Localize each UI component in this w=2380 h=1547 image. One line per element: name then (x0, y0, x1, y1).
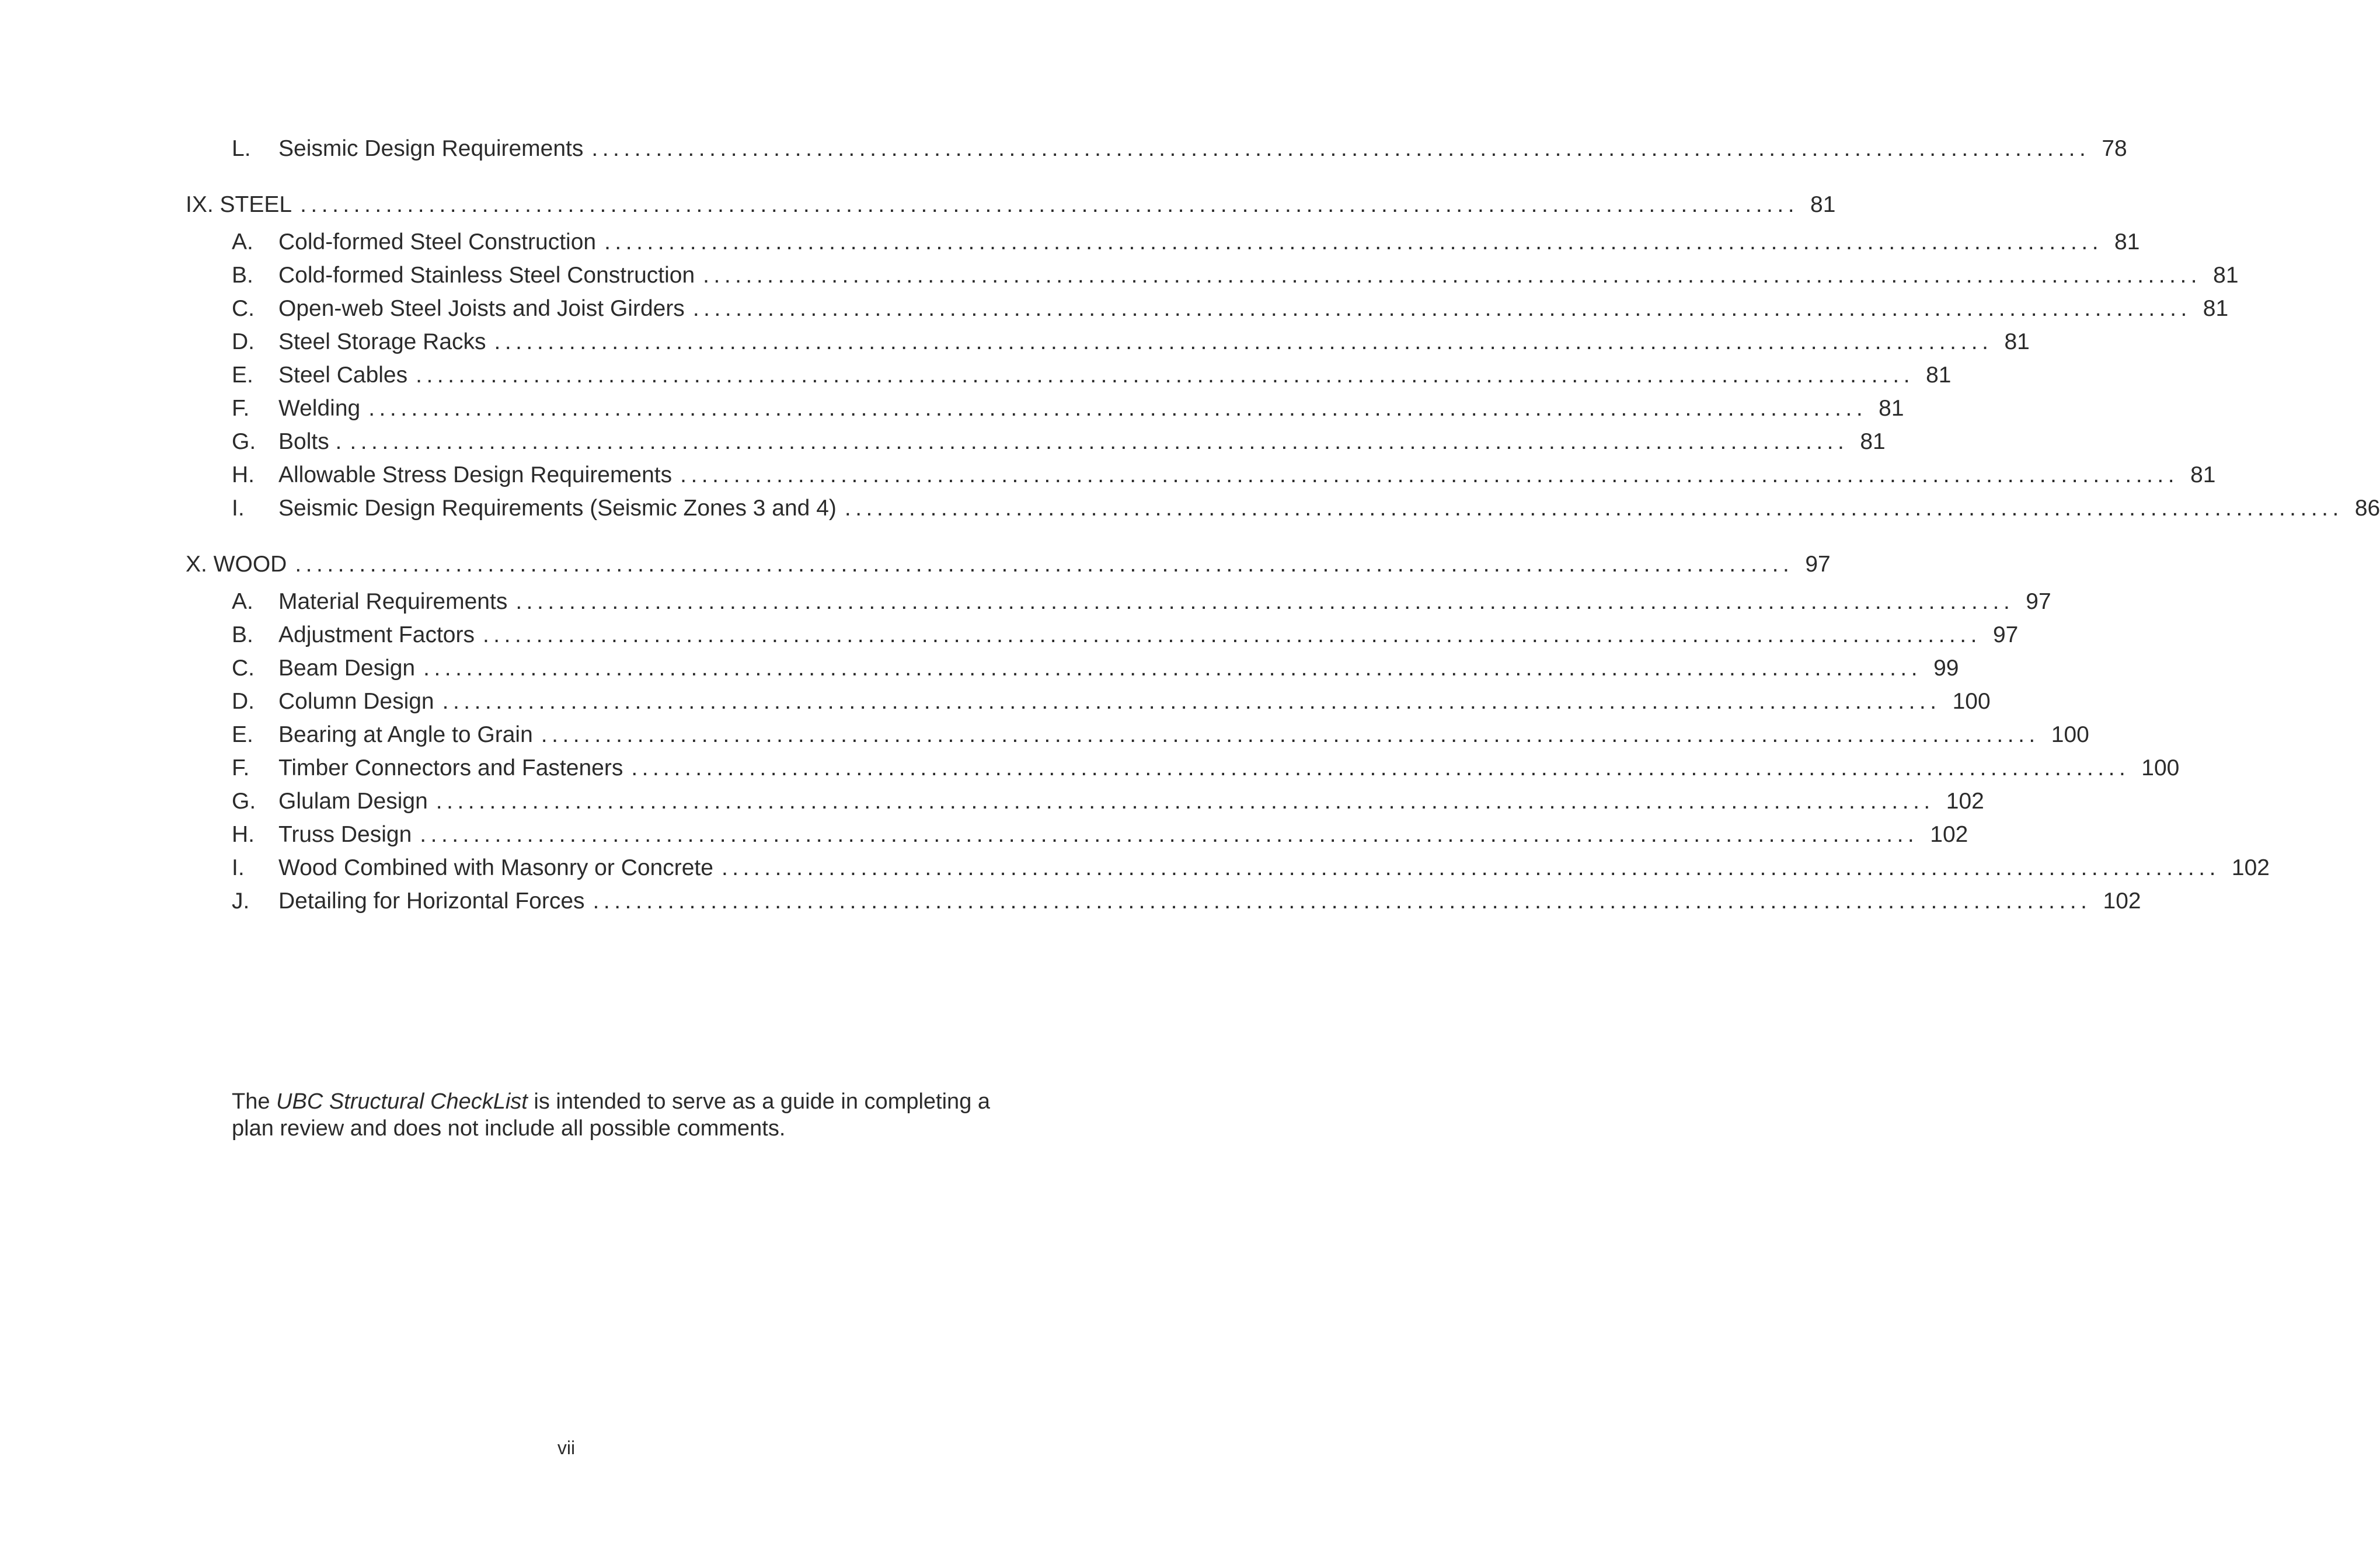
toc-page-number: 86 (2354, 496, 2380, 521)
page-number: vii (557, 1437, 576, 1458)
toc-page-number: 81 (2004, 329, 2030, 354)
note-publication-title: UBC Structural CheckList (276, 1089, 528, 1114)
toc-section-steel[interactable] (0, 188, 1836, 222)
toc-item-title: Steel Storage Racks (278, 329, 486, 354)
toc-page-number: 78 (2102, 136, 2127, 161)
toc-row-open-web-joists[interactable] (0, 292, 2229, 326)
toc-page-number: 81 (2213, 263, 2239, 288)
toc-row-welding[interactable] (0, 392, 1904, 426)
toc-item-title: Welding (278, 396, 361, 421)
dot-leader: ............................................................................................................................................ (423, 656, 1922, 681)
dot-leader: ............................................................................................................................................ (494, 329, 1993, 354)
toc-item-title: Truss Design (278, 822, 412, 847)
toc-page-number: 97 (1805, 552, 1831, 577)
toc-item-title: Timber Connectors and Fasteners (278, 755, 623, 781)
dot-leader: ............................................................................................................................................ (591, 136, 2090, 161)
toc-item-letter: B. (232, 622, 253, 647)
dot-leader: ............................................................................................................................................ (541, 722, 2040, 747)
toc-row-truss-design[interactable] (0, 818, 1968, 852)
toc-page-number: 99 (1933, 656, 1959, 681)
toc-item-letter: H. (232, 462, 255, 487)
dot-leader: ............................................................................................................................................ (442, 689, 1941, 714)
toc-item-title: Open-web Steel Joists and Joist Girders (278, 296, 685, 321)
note-prefix: The (232, 1089, 277, 1114)
toc-row-seismic-zones[interactable] (0, 492, 2380, 525)
dot-leader: ............................................................................................................................................ (420, 822, 1919, 847)
toc-page-number: 100 (2141, 755, 2180, 781)
toc-row-cold-formed-stainless[interactable] (0, 259, 2239, 292)
toc-row-glulam-design[interactable] (0, 785, 1984, 818)
toc-page-number: 102 (1946, 789, 1984, 814)
toc-row-timber-connectors[interactable] (0, 751, 2180, 785)
toc-section-title: IX. STEEL (186, 192, 292, 217)
toc-page-number: 81 (2114, 229, 2140, 255)
toc-row-horizontal-forces[interactable] (0, 884, 2141, 918)
toc-row-adjustment-factors[interactable] (0, 618, 2019, 652)
toc-row-column-design[interactable] (0, 685, 1991, 719)
dot-leader: ............................................................................................................................................ (703, 263, 2202, 288)
dot-leader: ............................................................................................................................................ (295, 552, 1794, 577)
dot-leader: ............................................................................................................................................ (300, 192, 1799, 217)
toc-page-number: 102 (2231, 855, 2270, 880)
toc-item-letter: A. (232, 589, 253, 614)
toc-item-title: Cold-formed Stainless Steel Construction (278, 263, 695, 288)
toc-item-title: Adjustment Factors (278, 622, 475, 647)
toc-item-title: Detailing for Horizontal Forces (278, 889, 585, 914)
dot-leader: ............................................................................................................................................ (680, 462, 2179, 487)
toc-page-number: 102 (2103, 889, 2141, 914)
toc-item-letter: J. (232, 889, 250, 914)
dot-leader: ............................................................................................................................................ (435, 789, 1935, 814)
dot-leader: ............................................................................................................................................ (515, 589, 2015, 614)
toc-item-letter: C. (232, 656, 255, 681)
toc-row-steel-cables[interactable] (0, 358, 1952, 392)
toc-section-title: X. WOOD (186, 552, 287, 577)
toc-page-number: 97 (2026, 589, 2051, 614)
toc-page-number: 97 (1992, 622, 2019, 647)
toc-page-number: 102 (1930, 822, 1968, 847)
toc-row-wood-combined[interactable] (0, 851, 2270, 885)
toc-row-beam-design[interactable] (0, 651, 1959, 685)
toc-page-number: 100 (1952, 689, 1991, 714)
dot-leader: ............................................................................................................................................ (416, 363, 1915, 388)
dot-leader: ............................................................................................................................................ (692, 296, 2191, 321)
dot-leader: ............................................................................................................................................ (721, 855, 2220, 880)
toc-item-title: Bolts . (278, 429, 342, 454)
toc-item-letter: D. (232, 329, 255, 354)
toc-item-letter: G. (232, 429, 256, 454)
toc-item-letter: I. (232, 855, 245, 880)
toc-page-number: 100 (2051, 722, 2089, 747)
toc-item-letter: F. (232, 755, 250, 781)
toc-item-title: Beam Design (278, 656, 416, 681)
toc-item-letter: A. (232, 229, 253, 255)
toc-item-letter: L. (232, 136, 251, 161)
toc-item-letter: I. (232, 496, 245, 521)
toc-item-title: Column Design (278, 689, 434, 714)
dot-leader: ............................................................................................................................................ (593, 889, 2092, 914)
dot-leader: ............................................................................................................................................ (631, 755, 2130, 781)
toc-item-title: Steel Cables (278, 363, 408, 388)
toc-page-number: 81 (1810, 192, 1836, 217)
toc-item-title: Bearing at Angle to Grain (278, 722, 533, 747)
toc-item-title: Allowable Stress Design Requirements (278, 462, 672, 487)
toc-page-number: 81 (2190, 462, 2216, 487)
toc-item-letter: G. (232, 789, 256, 814)
toc-item-letter: C. (232, 296, 255, 321)
toc-item-title: Seismic Design Requirements (278, 136, 584, 161)
toc-item-letter: F. (232, 396, 250, 421)
toc-row-steel-storage-racks[interactable] (0, 325, 2030, 359)
toc-page-number: 81 (1926, 363, 1952, 388)
disclaimer-note (232, 1088, 1002, 1142)
toc-section-wood[interactable] (0, 548, 1831, 581)
toc-page-number: 81 (1879, 396, 1904, 421)
dot-leader: ............................................................................................................................................ (482, 622, 1981, 647)
toc-item-letter: D. (232, 689, 255, 714)
toc-row-bolts[interactable] (0, 425, 1886, 459)
toc-item-letter: E. (232, 363, 253, 388)
toc-item-title: Glulam Design (278, 789, 428, 814)
dot-leader: ............................................................................................................................................ (604, 229, 2103, 255)
toc-row-seismic-design-requirements[interactable] (0, 132, 2127, 166)
note-suffix: is intended to serve as a guide in completing a plan review and does not include all possible comments. (232, 1089, 991, 1141)
dot-leader: ............................................................................................................................................ (844, 496, 2343, 521)
toc-item-title: Seismic Design Requirements (Seismic Zones 3 and 4) (278, 496, 837, 521)
toc-row-material-requirements[interactable] (0, 585, 2051, 619)
toc-page-number: 81 (1860, 429, 1886, 454)
toc-item-title: Cold-formed Steel Construction (278, 229, 597, 255)
toc-item-title: Material Requirements (278, 589, 508, 614)
toc-row-allowable-stress[interactable] (0, 458, 2216, 492)
toc-page-number: 81 (2203, 296, 2229, 321)
toc-item-letter: H. (232, 822, 255, 847)
toc-item-title: Wood Combined with Masonry or Concrete (278, 855, 713, 880)
toc-item-letter: B. (232, 263, 253, 288)
dot-leader: ............................................................................................................................................ (350, 429, 1849, 454)
dot-leader: ............................................................................................................................................ (368, 396, 1867, 421)
toc-item-letter: E. (232, 722, 253, 747)
toc-row-cold-formed-steel[interactable] (0, 225, 2140, 259)
toc-row-bearing-angle-grain[interactable] (0, 718, 2089, 752)
